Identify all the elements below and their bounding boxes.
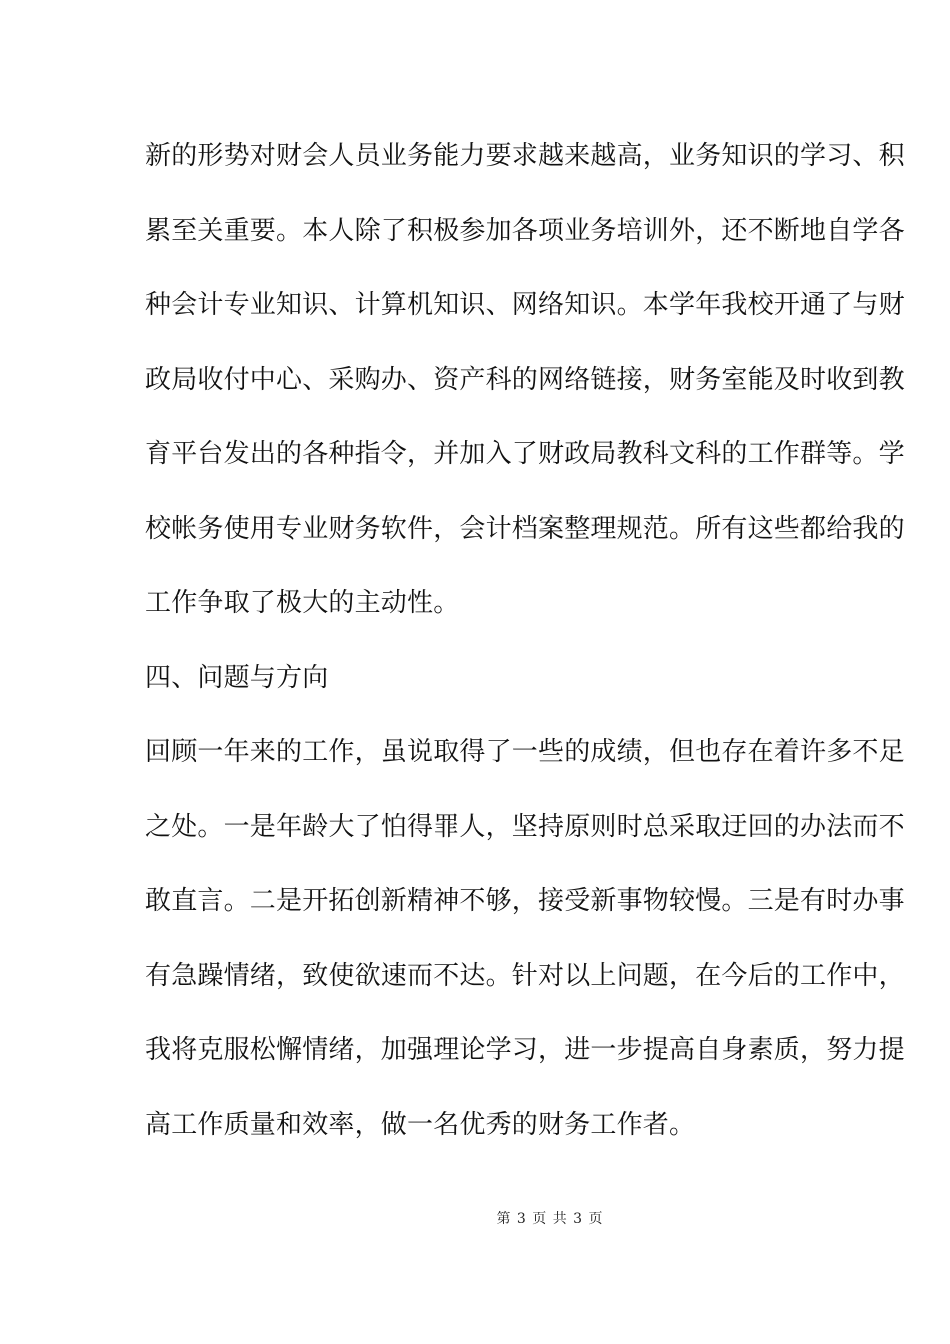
body-line: 种会计专业知识、计算机知识、网络知识。本学年我校开通了与财 xyxy=(145,290,905,320)
body-line: 校帐务使用专业财务软件，会计档案整理规范。所有这些都给我的 xyxy=(145,513,905,544)
body-line: 累至关重要。本人除了积极参加各项业务培训外，还不断地自学各 xyxy=(145,215,905,246)
body-line: 回顾一年来的工作，虽说取得了一些的成绩，但也存在着许多不足 xyxy=(145,737,905,767)
body-line: 有急躁情绪，致使欲速而不达。针对以上问题，在今后的工作中， xyxy=(145,960,905,991)
document-body xyxy=(145,128,905,1171)
body-line: 新的形势对财会人员业务能力要求越来越高，业务知识的学习、积 xyxy=(145,141,905,171)
body-line: 高工作质量和效率，做一名优秀的财务工作者。 xyxy=(145,1109,696,1140)
page-footer: 第 3 页 共 3 页 xyxy=(496,1211,604,1227)
body-line: 我将克服松懈情绪，加强理论学习，进一步提高自身素质，努力提 xyxy=(145,1035,905,1065)
body-line: 敢直言。二是开拓创新精神不够，接受新事物较慢。三是有时办事 xyxy=(145,886,905,916)
body-line: 育平台发出的各种指令，并加入了财政局教科文科的工作群等。学 xyxy=(145,439,905,469)
body-line: 工作争取了极大的主动性。 xyxy=(145,588,460,618)
body-line: 政局收付中心、采购办、资产科的网络链接，财务室能及时收到教 xyxy=(145,364,905,395)
body-line: 之处。一是年龄大了怕得罪人，坚持原则时总采取迂回的办法而不 xyxy=(145,811,905,842)
section-heading: 四、问题与方向 xyxy=(145,662,329,693)
